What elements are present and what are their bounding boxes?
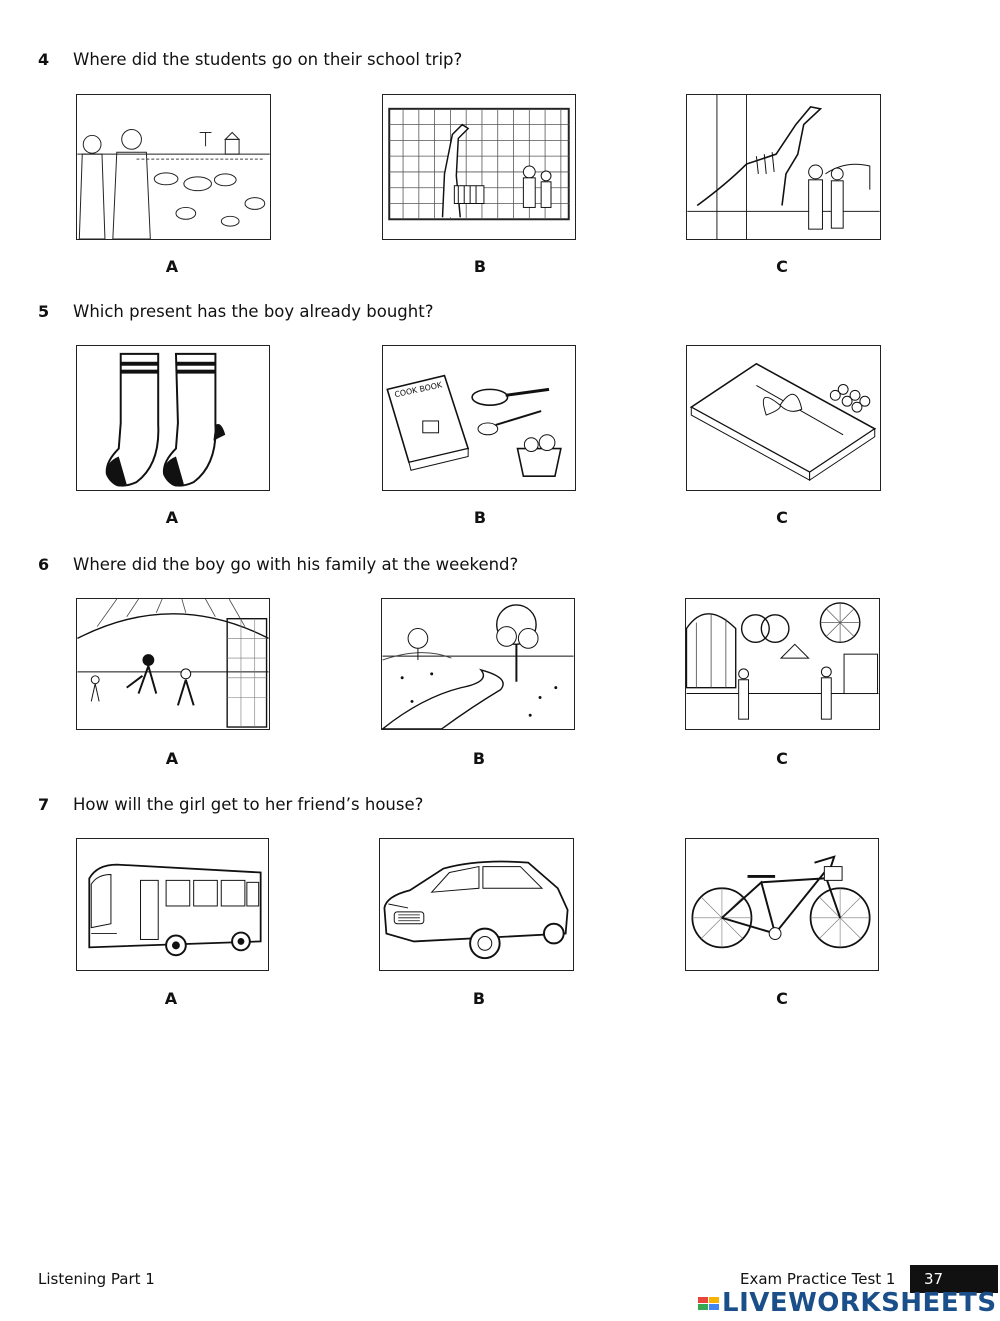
option-label: B [472,989,486,1008]
bus-icon[interactable] [76,838,269,971]
park-icon[interactable] [381,598,575,730]
museum-icon[interactable] [686,94,881,240]
chocolates-icon[interactable] [686,345,881,491]
stadium-icon[interactable] [76,598,270,730]
test-label: Exam Practice Test 1 [740,1270,896,1288]
question-number: 7 [38,795,50,814]
liveworksheets-logo [698,1290,997,1316]
option-label: A [164,989,178,1008]
socks-icon[interactable] [76,345,270,491]
zoo-icon[interactable] [382,94,576,240]
question-text: Which present has the boy already bought? [73,302,434,321]
logo-squares-icon [698,1297,719,1310]
option-label: B [473,508,487,527]
farm-icon[interactable] [76,94,271,240]
option-label: C [776,989,788,1008]
option-label: B [473,257,487,276]
question-text: How will the girl get to her friend’s house? [73,795,424,814]
question-number: 5 [38,302,50,321]
page-number-text: 37 [924,1270,944,1288]
cookbook-icon[interactable] [382,345,576,491]
option-label: C [776,508,788,527]
option-label: A [165,257,179,276]
logo-text: LIVEWORKSHEETS [722,1288,997,1318]
option-label: B [472,749,486,768]
option-label: A [165,749,179,768]
funfair-icon[interactable] [685,598,880,730]
bicycle-icon[interactable] [685,838,879,971]
section-label: Listening Part 1 [38,1270,155,1288]
question-number: 4 [38,50,50,69]
svg-text:COOK BOOK: COOK BOOK [393,380,443,400]
question-number: 6 [38,555,50,574]
question-text: Where did the boy go with his family at the weekend? [73,555,519,574]
car-icon[interactable] [379,838,574,971]
option-label: C [776,749,788,768]
option-label: A [165,508,179,527]
option-label: C [776,257,788,276]
question-text: Where did the students go on their school trip? [73,50,463,69]
